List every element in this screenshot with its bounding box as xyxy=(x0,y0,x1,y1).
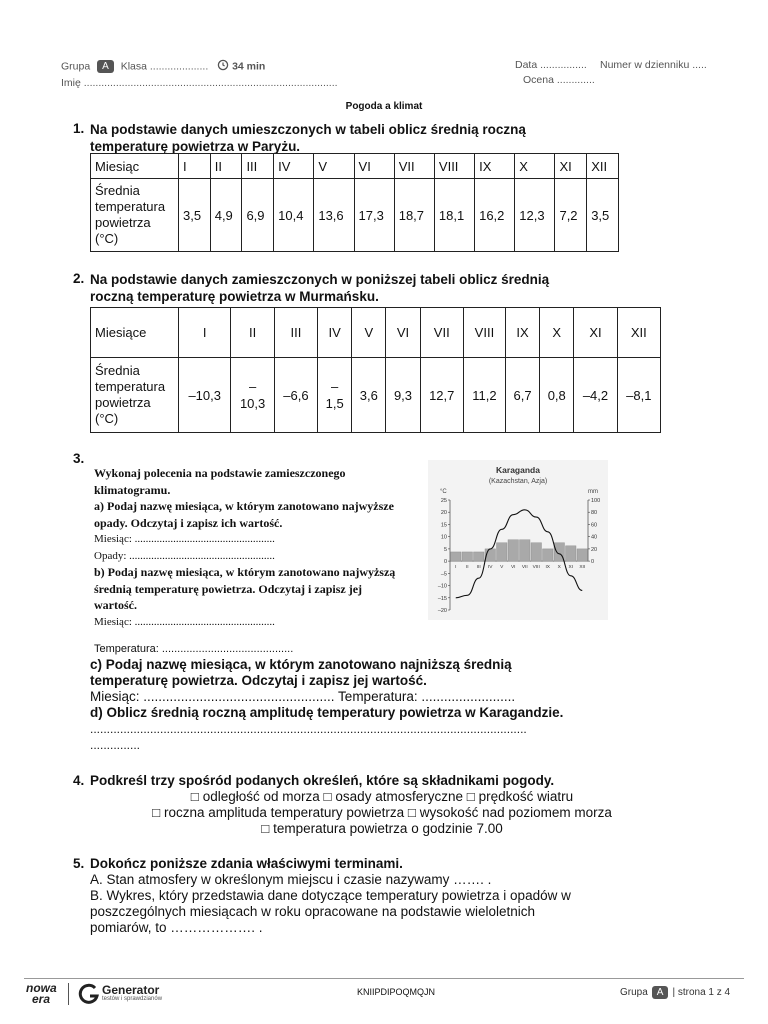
month-cell: V xyxy=(352,308,386,358)
generator-logo-text: Generator xyxy=(102,983,160,997)
footer-divider xyxy=(24,978,744,979)
temp-cell: 17,3 xyxy=(354,179,394,252)
precip-bar xyxy=(508,540,519,561)
temp-cell: 12,3 xyxy=(515,179,555,252)
q1-number: 1. xyxy=(73,121,85,136)
q5-text: Dokończ poniższe zdania właściwymi terminami. xyxy=(90,856,403,871)
month-cell: VII xyxy=(394,154,434,179)
temp-header: Średnia temperatura powietrza (°C) xyxy=(91,358,179,433)
temp-cell: –4,2 xyxy=(574,358,617,433)
month-cell: IX xyxy=(505,308,539,358)
murmansk-table xyxy=(90,307,661,433)
precip-bar xyxy=(497,543,508,561)
ocena-field[interactable]: Ocena ............. xyxy=(523,74,595,86)
temp-tick-label: –10 xyxy=(437,583,447,590)
klasa-field[interactable]: Klasa .................... xyxy=(120,60,209,73)
month-tick-label: XI xyxy=(568,565,574,571)
row-header: Miesiąc xyxy=(91,154,179,179)
q3a-rain-field[interactable]: Opady: ..................................................... xyxy=(94,549,275,562)
month-cell: V xyxy=(314,154,354,179)
temp-tick-label: –5 xyxy=(440,571,447,578)
test-code: KNIIPDIPOQMQJN xyxy=(357,987,436,997)
clock-icon xyxy=(217,59,229,74)
generator-logo-icon xyxy=(78,983,100,1005)
month-cell: VIII xyxy=(463,308,505,358)
logo-separator xyxy=(68,983,69,1005)
month-tick-label: VI xyxy=(510,565,516,571)
temp-header: Średnia temperatura powietrza (°C) xyxy=(91,179,179,252)
month-cell: II xyxy=(210,154,242,179)
grupa-label: Grupa xyxy=(61,60,91,73)
month-tick-label: IX xyxy=(545,565,551,571)
q3-intro1: Wykonaj polecenia na podstawie zamieszczonego xyxy=(94,466,346,480)
temp-cell: –10,3 xyxy=(179,358,231,433)
q1-text-line1: Na podstawie danych umieszczonych w tabeli oblicz średnią roczną xyxy=(90,122,526,137)
q2-text xyxy=(90,271,549,305)
time-label: 34 min xyxy=(232,60,266,73)
month-cell: VII xyxy=(420,308,463,358)
month-tick-label: X xyxy=(557,565,561,571)
q3-number: 3. xyxy=(73,451,85,466)
precip-bar xyxy=(451,552,462,561)
month-tick-label: VIII xyxy=(532,565,540,571)
q1-text xyxy=(90,121,526,155)
month-tick-label: II xyxy=(465,565,469,571)
temp-cell: –8,1 xyxy=(617,358,660,433)
precip-bar xyxy=(566,546,577,561)
month-cell: II xyxy=(231,308,274,358)
temp-tick-label: 10 xyxy=(440,534,447,541)
month-cell: IV xyxy=(318,308,352,358)
q3b-line3: wartość. xyxy=(94,598,137,612)
q1-text-line2: temperaturę powietrza w Paryżu. xyxy=(90,139,301,154)
precip-tick-label: 40 xyxy=(591,534,598,541)
header-group xyxy=(61,59,265,74)
q3d-answer-line2[interactable]: ............... xyxy=(90,738,141,752)
month-cell: III xyxy=(274,308,317,358)
temp-cell: 0,8 xyxy=(540,358,574,433)
q3d-line1: d) Oblicz średnią roczną amplitudę temperatury powietrza w Karagandzie. xyxy=(90,705,564,720)
q3c-line2: temperaturę powietrza. Odczytaj i zapisz jej wartość. xyxy=(90,673,427,688)
month-cell: IX xyxy=(475,154,515,179)
temp-tick-label: 25 xyxy=(440,498,447,504)
page-title: Pogoda a klimat xyxy=(345,101,423,112)
month-tick-label: VII xyxy=(521,565,528,571)
precip-tick-label: 100 xyxy=(591,498,601,504)
chart-title: Karaganda xyxy=(496,465,540,475)
temp-cell: 3,5 xyxy=(179,179,211,252)
precip-bar xyxy=(462,552,473,561)
footer-grupa-label: Grupa xyxy=(620,987,648,998)
month-tick-label: I xyxy=(455,565,457,571)
temp-cell: 13,6 xyxy=(314,179,354,252)
table-row xyxy=(91,154,619,179)
footer-group xyxy=(620,986,730,999)
month-cell: VI xyxy=(386,308,420,358)
month-cell: I xyxy=(179,308,231,358)
q3b-line2: średnią temperaturę powietrza. Odczytaj i zapisz jej xyxy=(94,581,363,596)
table-row xyxy=(91,179,619,252)
precip-bar xyxy=(577,549,588,561)
paris-table xyxy=(90,153,619,252)
row-header: Miesiące xyxy=(91,308,179,358)
month-cell: X xyxy=(515,154,555,179)
precip-bar xyxy=(520,540,531,561)
q3a-line2: opady. Odczytaj i zapisz ich wartość. xyxy=(94,515,283,530)
q5-number: 5. xyxy=(73,856,85,871)
temp-tick-label: 20 xyxy=(440,510,447,517)
q3a-month-field[interactable]: Miesiąc: ................................................... xyxy=(94,533,275,545)
month-cell: VI xyxy=(354,154,394,179)
month-cell: IV xyxy=(274,154,314,179)
q4-number: 4. xyxy=(73,773,85,788)
month-cell: XI xyxy=(574,308,617,358)
precip-tick-label: 80 xyxy=(591,510,598,517)
q3b-line1: b) Podaj nazwę miesiąca, w którym zanotowano najwyższą xyxy=(94,565,396,579)
q5-block xyxy=(90,856,650,936)
temp-cell: 7,2 xyxy=(555,179,587,252)
temp-cell: 4,9 xyxy=(210,179,242,252)
q2-text-line2: roczną temperaturę powietrza w Murmańsku. xyxy=(90,289,379,304)
temp-tick-label: –15 xyxy=(437,595,447,602)
q2-number: 2. xyxy=(73,271,85,286)
temp-cell: 10,4 xyxy=(274,179,314,252)
q4-options-line2[interactable]: □ roczna amplituda temperatury powietrza □ wysokość nad poziomem morza xyxy=(152,805,612,820)
unit-left-label: °C xyxy=(440,489,447,495)
generator-logo-sub: testów i sprawdzianów xyxy=(102,996,163,1002)
page-indicator: | strona 1 z 4 xyxy=(672,987,731,998)
temp-cell: 6,7 xyxy=(505,358,539,433)
temp-cell: 18,7 xyxy=(394,179,434,252)
q3a-line1: a) Podaj nazwę miesiąca, w którym zanotowano najwyższe xyxy=(94,499,394,513)
q4-options-line3[interactable]: □ temperatura powietrza o godzinie 7.00 xyxy=(261,821,503,836)
temp-cell: 11,2 xyxy=(463,358,505,433)
q3-instructions xyxy=(94,465,424,630)
temp-cell: –6,6 xyxy=(274,358,317,433)
imie-field[interactable]: Imię ....................................................................................... xyxy=(61,77,338,89)
nowa-era-logo: nowa era xyxy=(26,981,57,1006)
precip-bar xyxy=(474,552,485,561)
q3-intro2: klimatogramu. xyxy=(94,482,171,497)
temp-cell: 16,2 xyxy=(475,179,515,252)
month-cell: I xyxy=(179,154,211,179)
month-tick-label: V xyxy=(500,565,504,571)
temp-cell: – 1,5 xyxy=(318,358,352,433)
month-tick-label: III xyxy=(476,565,481,571)
chart-subtitle: (Kazachstan, Azja) xyxy=(488,478,548,485)
month-cell: XI xyxy=(555,154,587,179)
q3b-month-field[interactable]: Miesiąc: ................................................... xyxy=(94,615,275,628)
month-cell: III xyxy=(242,154,274,179)
month-cell: XII xyxy=(617,308,660,358)
precip-tick-label: 20 xyxy=(591,546,598,553)
q3c-block xyxy=(90,657,650,753)
climograph-chart xyxy=(428,460,608,620)
q2-text-line1: Na podstawie danych zamieszczonych w poniższej tabeli oblicz średnią xyxy=(90,272,550,287)
temp-cell: 6,9 xyxy=(242,179,274,252)
precip-bar xyxy=(543,549,554,561)
q3c-answer-field[interactable]: Miesiąc: ................................................... Temperatura: ......................... xyxy=(90,689,516,704)
month-cell: XII xyxy=(587,154,619,179)
q4-text: Podkreśl trzy spośród podanych określeń, które są składnikami pogody. xyxy=(90,773,555,788)
temp-tick-label: 15 xyxy=(440,522,447,529)
temp-tick-label: 0 xyxy=(443,559,447,566)
unit-right-label: mm xyxy=(588,489,598,495)
table-row xyxy=(91,358,661,433)
precip-tick-label: 0 xyxy=(591,559,595,566)
precip-tick-label: 60 xyxy=(591,522,598,529)
footer-grupa-badge: A xyxy=(652,986,669,999)
temp-cell: 12,7 xyxy=(420,358,463,433)
q5-b-line1: B. Wykres, który przedstawia dane dotyczące temperatury powietrza i opadów w xyxy=(90,888,571,903)
temp-cell: 18,1 xyxy=(434,179,474,252)
numer-field[interactable]: Numer w dzienniku ..... xyxy=(600,59,707,71)
table-row xyxy=(91,308,661,358)
q5-b-line3: pomiarów, to ………………. . xyxy=(90,920,263,935)
data-field[interactable]: Data ................ xyxy=(515,59,587,71)
q5-b-line2: poszczególnych miesiącach w roku opracowane na podstawie wieloletnich xyxy=(90,904,535,919)
q4-options xyxy=(90,789,674,837)
temp-cell: – 10,3 xyxy=(231,358,274,433)
q5-a: A. Stan atmosfery w określonym miejscu i czasie nazywamy ……. . xyxy=(90,872,492,887)
q4-options-line1[interactable]: □ odległość od morza □ osady atmosferyczne □ prędkość wiatru xyxy=(190,789,574,804)
month-tick-label: IV xyxy=(487,565,493,571)
q3d-answer-line1[interactable]: ................................................................................................................................... xyxy=(90,722,527,736)
grupa-badge: A xyxy=(97,60,114,73)
precip-bar xyxy=(531,543,542,561)
q3b-temp-field[interactable]: Temperatura: ........................................... xyxy=(94,643,294,655)
temp-cell: 3,5 xyxy=(587,179,619,252)
month-cell: VIII xyxy=(434,154,474,179)
month-tick-label: XII xyxy=(579,565,586,571)
temp-tick-label: –20 xyxy=(437,608,447,614)
temp-cell: 3,6 xyxy=(352,358,386,433)
temp-cell: 9,3 xyxy=(386,358,420,433)
month-cell: X xyxy=(540,308,574,358)
temp-tick-label: 5 xyxy=(443,546,447,553)
q3c-line1: c) Podaj nazwę miesiąca, w którym zanotowano najniższą średnią xyxy=(90,657,512,672)
